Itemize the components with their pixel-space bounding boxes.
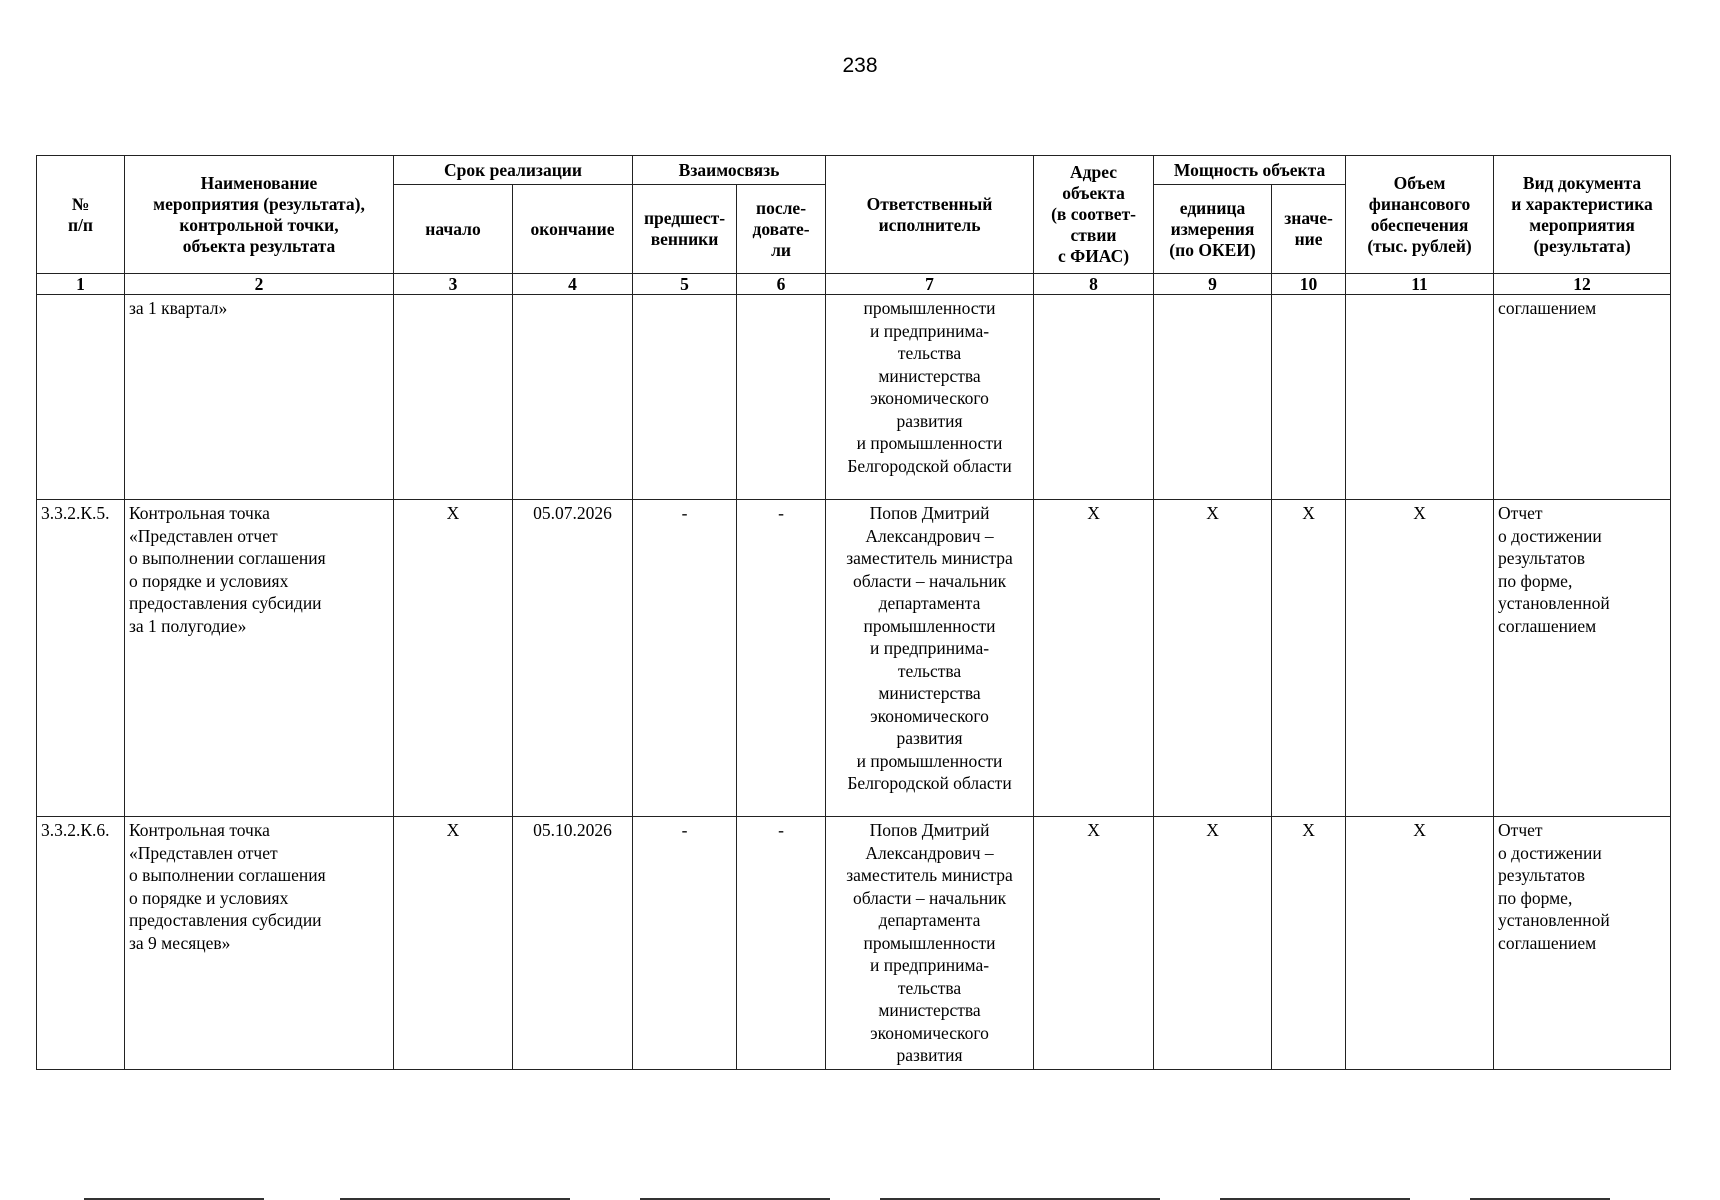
text-line: области – начальник — [852, 887, 1007, 908]
text-line: Попов Дмитрий — [869, 503, 990, 523]
text-line: Адрес — [1070, 162, 1118, 182]
row-responsible — [826, 817, 1034, 1070]
text-line: Александрович – — [865, 525, 994, 546]
column-number: 6 — [737, 274, 826, 295]
text-line: развития — [896, 728, 963, 748]
header-name — [125, 156, 394, 274]
text-line: предшест- — [643, 208, 726, 228]
header-responsible — [826, 156, 1034, 274]
text-line: «Представлен отчет — [129, 525, 278, 546]
column-number: 8 — [1034, 274, 1154, 295]
row-finance: X — [1346, 500, 1494, 817]
column-number: 11 — [1346, 274, 1494, 295]
text-line: соглашением — [1498, 615, 1597, 636]
text-line: с ФИАС) — [1058, 246, 1130, 266]
text-line: Контрольная точка — [129, 503, 270, 523]
text-line: развития — [896, 1045, 963, 1065]
text-line: результатов — [1498, 865, 1585, 885]
text-line: Белгородской области — [847, 455, 1012, 476]
table-row — [37, 500, 1671, 817]
text-line: единица — [1179, 197, 1246, 218]
text-line: предоставления субсидии — [129, 910, 322, 930]
header-value — [1272, 185, 1346, 274]
text-line: довате- — [752, 218, 810, 239]
row-responsible — [826, 295, 1034, 500]
text-line: о порядке и условиях — [129, 887, 289, 908]
row-unit: X — [1154, 500, 1272, 817]
text-line: министерства — [878, 683, 981, 703]
text-line: департамента — [878, 910, 981, 930]
table-row — [37, 295, 1671, 500]
text-line: развития — [896, 410, 963, 431]
text-line: ствии — [1070, 225, 1117, 245]
text-line: установленной — [1498, 593, 1610, 613]
text-line: после- — [756, 197, 807, 218]
text-line: министерства — [878, 1000, 981, 1020]
row-name — [125, 817, 394, 1070]
text-line: обеспечения — [1370, 214, 1469, 235]
column-number: 4 — [513, 274, 633, 295]
text-line: Вид документа — [1522, 172, 1642, 193]
row-start: X — [394, 500, 513, 817]
row-successors — [737, 295, 826, 500]
text-line: по форме, — [1498, 887, 1573, 908]
row-predecessors: - — [633, 817, 737, 1070]
header-number — [37, 156, 125, 274]
text-line: министерства — [878, 365, 981, 386]
row-code — [37, 295, 125, 500]
row-address — [1034, 295, 1154, 500]
table-row — [37, 817, 1671, 1070]
column-number: 2 — [125, 274, 394, 295]
text-line: о порядке и условиях — [129, 570, 289, 591]
text-line: предоставления субсидии — [129, 593, 322, 613]
row-finance: X — [1346, 817, 1494, 1070]
text-line: объекта — [1062, 183, 1125, 203]
text-line: (тыс. рублей) — [1367, 235, 1472, 256]
text-line: о выполнении соглашения — [129, 865, 326, 885]
plan-table — [36, 155, 1671, 1070]
row-predecessors: - — [633, 500, 737, 817]
header-term-end: окончание — [513, 185, 633, 274]
column-number: 3 — [394, 274, 513, 295]
text-line: и предпринима- — [870, 955, 990, 975]
column-number: 5 — [633, 274, 737, 295]
header-link-predecessors — [633, 185, 737, 274]
text-line: Объем — [1393, 172, 1446, 193]
text-line: промышленности — [863, 932, 996, 953]
text-line: «Представлен отчет — [129, 842, 278, 863]
text-line: венники — [650, 229, 719, 249]
text-line: экономического — [870, 1022, 989, 1043]
text-line: ние — [1294, 229, 1323, 249]
text-line: установленной — [1498, 910, 1610, 930]
text-line: экономического — [870, 388, 989, 408]
text-line: Попов Дмитрий — [869, 820, 990, 840]
text-line: заместитель министра — [846, 865, 1013, 885]
text-line: п/п — [67, 214, 94, 235]
row-value: X — [1272, 500, 1346, 817]
text-line: Александрович – — [865, 842, 994, 863]
row-end: 05.10.2026 — [513, 817, 633, 1070]
text-line: тельства — [897, 977, 962, 998]
text-line: и промышленности — [856, 433, 1003, 453]
text-line: мероприятия (результата), — [153, 193, 365, 214]
text-line: промышленности — [863, 298, 996, 318]
text-line: объекта результата — [182, 235, 336, 256]
row-value — [1272, 295, 1346, 500]
text-line: Наименование — [200, 172, 318, 193]
text-line: соглашением — [1498, 298, 1597, 318]
column-number: 7 — [826, 274, 1034, 295]
text-line: за 9 месяцев» — [129, 932, 231, 953]
text-line: экономического — [870, 705, 989, 726]
header-term: Срок реализации — [394, 156, 633, 185]
text-line: и характеристика — [1511, 193, 1653, 214]
header-document — [1494, 156, 1671, 274]
header-link-successors — [737, 185, 826, 274]
header-capacity: Мощность объекта — [1154, 156, 1346, 185]
text-line: (по ОКЕИ) — [1169, 239, 1256, 260]
text-line: контрольной точки, — [179, 214, 339, 235]
row-start: X — [394, 817, 513, 1070]
row-end: 05.07.2026 — [513, 500, 633, 817]
text-line: тельства — [897, 660, 962, 681]
text-line: по форме, — [1498, 570, 1573, 591]
text-line: ли — [771, 239, 791, 260]
column-number: 9 — [1154, 274, 1272, 295]
row-unit: X — [1154, 817, 1272, 1070]
row-name — [125, 500, 394, 817]
page-number: 238 — [842, 54, 878, 77]
text-line: промышленности — [863, 615, 996, 636]
row-predecessors — [633, 295, 737, 500]
text-line: результатов — [1498, 548, 1585, 568]
row-responsible — [826, 500, 1034, 817]
row-document — [1494, 817, 1671, 1070]
text-line: о выполнении соглашения — [129, 548, 326, 568]
header-link: Взаимосвязь — [633, 156, 826, 185]
header-address — [1034, 156, 1154, 274]
text-line: и предпринима- — [870, 638, 990, 658]
row-value: X — [1272, 817, 1346, 1070]
column-number: 10 — [1272, 274, 1346, 295]
text-line: тельства — [897, 343, 962, 363]
text-line: значе- — [1284, 208, 1333, 228]
text-line: и предпринима- — [870, 320, 990, 341]
row-successors: - — [737, 500, 826, 817]
column-number: 1 — [37, 274, 125, 295]
row-code: 3.3.2.К.5. — [37, 500, 125, 817]
text-line: мероприятия — [1529, 214, 1635, 235]
text-line: области – начальник — [852, 570, 1007, 591]
row-address: X — [1034, 500, 1154, 817]
text-line: Ответственный — [866, 193, 993, 214]
text-line: за 1 полугодие» — [129, 615, 247, 636]
row-end — [513, 295, 633, 500]
text-line: о достижении — [1498, 842, 1602, 863]
column-numbers-row — [37, 274, 1671, 295]
row-start — [394, 295, 513, 500]
row-document — [1494, 295, 1671, 500]
text-line: (в соответ- — [1051, 204, 1136, 224]
row-name — [125, 295, 394, 500]
text-line: финансового — [1368, 193, 1471, 214]
row-finance — [1346, 295, 1494, 500]
header-finance — [1346, 156, 1494, 274]
text-line: Отчет — [1498, 503, 1543, 523]
header-unit — [1154, 185, 1272, 274]
text-line: департамента — [878, 593, 981, 613]
text-line: (результата) — [1533, 235, 1631, 256]
text-line: соглашением — [1498, 932, 1597, 953]
row-document — [1494, 500, 1671, 817]
text-line: за 1 квартал» — [129, 298, 228, 318]
row-code: 3.3.2.К.6. — [37, 817, 125, 1070]
text-line: исполнитель — [878, 214, 981, 235]
column-number: 12 — [1494, 274, 1671, 295]
text-line: № — [71, 193, 90, 214]
row-successors: - — [737, 817, 826, 1070]
row-address: X — [1034, 817, 1154, 1070]
text-line: Белгородской области — [847, 773, 1012, 793]
text-line: заместитель министра — [846, 548, 1013, 568]
text-line: измерения — [1170, 218, 1255, 239]
row-unit — [1154, 295, 1272, 500]
text-line: Контрольная точка — [129, 820, 270, 840]
text-line: и промышленности — [856, 750, 1003, 771]
text-line: Отчет — [1498, 820, 1543, 840]
text-line: о достижении — [1498, 525, 1602, 546]
header-term-start: начало — [394, 185, 513, 274]
